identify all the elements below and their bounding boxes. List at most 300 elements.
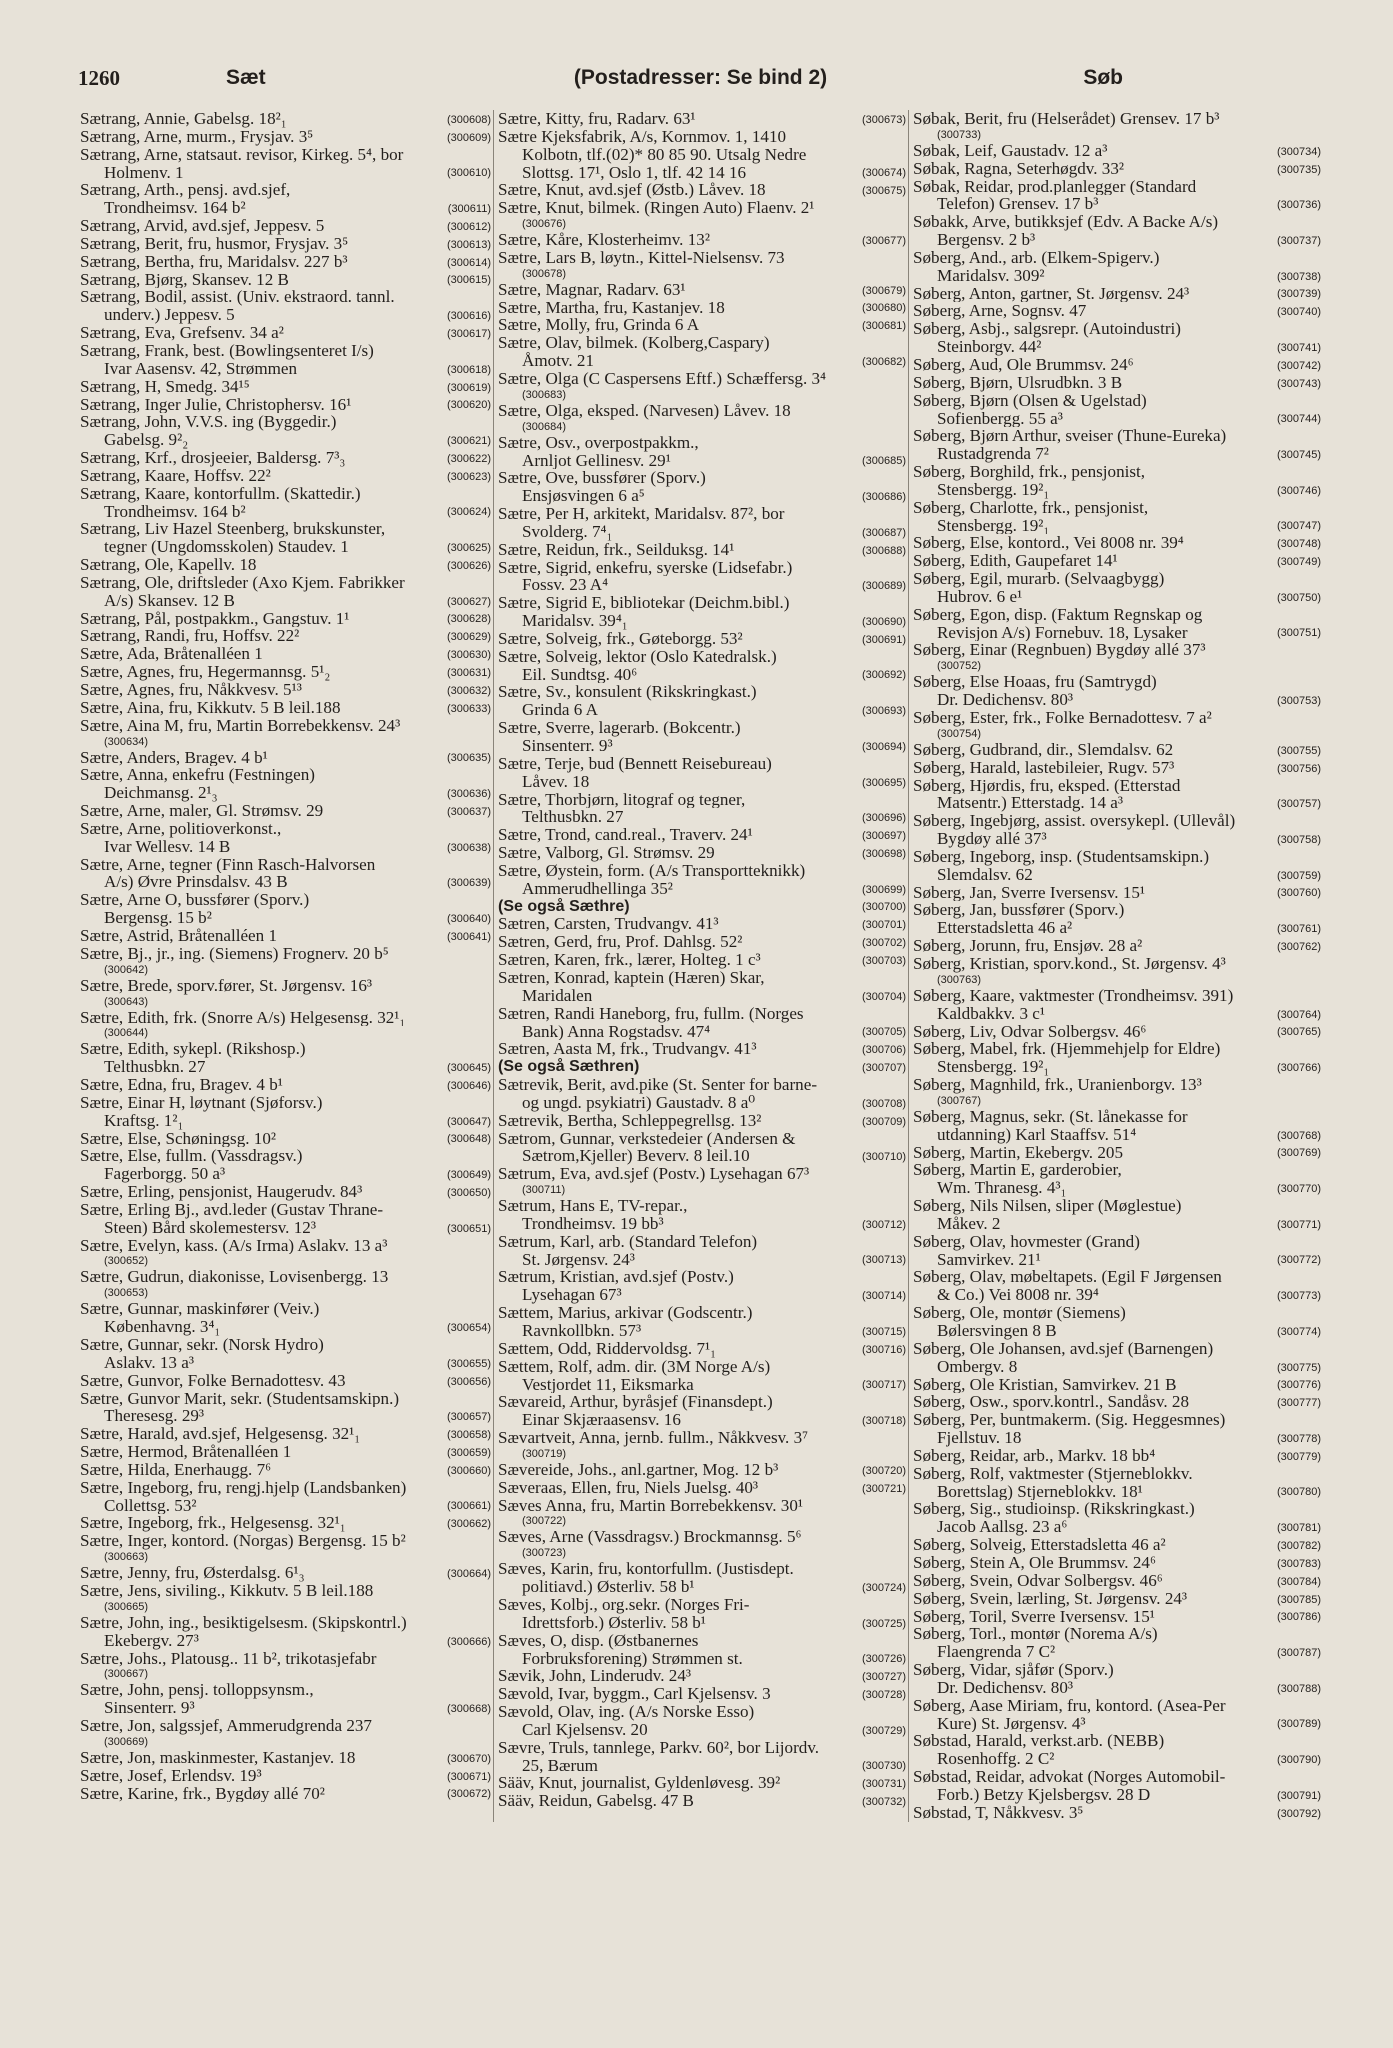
- entry-code: (300733): [937, 128, 982, 141]
- entry-line: Søbak, Reidar, prod.planlegger (Standard: [913, 177, 1197, 196]
- entry-code: (300662): [446, 1518, 491, 1531]
- entry-line: Søberg, Aud, Ole Brummsv. 24⁶: [913, 355, 1134, 374]
- directory-entry: [498, 898, 906, 916]
- entry-code: (300657): [446, 1411, 491, 1424]
- entry-line: Søberg, Ole Johansen, avd.sjef (Barnengen): [913, 1339, 1214, 1358]
- directory-entry: [913, 901, 1321, 937]
- directory-entry: [913, 1393, 1321, 1411]
- entry-code: (300731): [861, 1778, 906, 1791]
- entry-line: Sætre, Valborg, Gl. Strømsv. 29: [498, 844, 715, 862]
- entry-text: [80, 802, 491, 820]
- entry-line: utdanning) Karl Staaffsv. 51⁴: [937, 1125, 1137, 1144]
- entry-line: Trondheimsv. 164 b²: [104, 199, 246, 218]
- entry-code: (300763): [937, 973, 982, 986]
- entry-line: Åmotv. 21: [522, 352, 595, 370]
- entry-code: (300748): [1276, 538, 1321, 551]
- entry-text: [913, 213, 1321, 249]
- entry-text: [498, 1340, 906, 1358]
- entry-code: (300707): [861, 1062, 906, 1075]
- directory-entry: [913, 552, 1321, 570]
- entry-line: Ravnkollbkn. 57³: [522, 1322, 642, 1340]
- directory-entry: [913, 709, 1321, 741]
- directory-entry: [498, 1497, 906, 1529]
- directory-entry: [913, 1108, 1321, 1144]
- entry-line: Wm. Thranesg. 4³₁: [937, 1179, 1067, 1198]
- entry-code: (300645): [446, 1062, 491, 1075]
- entry-text: [498, 1393, 906, 1429]
- entry-line: Søberg, Arne, Sognsv. 47: [913, 302, 1087, 321]
- entry-line: Sætre, Knut, bilmek. (Ringen Auto) Flaenv. 2¹: [498, 199, 815, 218]
- entry-code: (300640): [446, 912, 491, 925]
- directory-entry: [913, 1304, 1321, 1340]
- entry-code: (300689): [861, 580, 906, 593]
- directory-entry: [80, 1614, 491, 1650]
- entry-text: [913, 1161, 1321, 1197]
- entry-text: [913, 759, 1321, 777]
- entry-line: Søberg, Mabel, frk. (Hjemmehjelp for Eldre): [913, 1040, 1221, 1059]
- entry-code: (300722): [522, 1515, 567, 1528]
- entry-line: Sætre, Thorbjørn, litograf og tegner,: [498, 790, 746, 809]
- entry-text: [498, 505, 906, 541]
- entry-text: [498, 1497, 906, 1515]
- entry-line: Sætrum, Karl, arb. (Standard Telefon): [498, 1232, 758, 1251]
- entry-line: Stensbergg. 19²₁: [937, 516, 1050, 535]
- entry-text: [498, 299, 906, 317]
- entry-line: Sævre, Truls, tannlege, Parkv. 60², bor Lijordv.: [498, 1738, 820, 1757]
- directory-entry: [80, 574, 491, 610]
- entry-text: [498, 1667, 906, 1685]
- entry-text: [498, 1560, 906, 1596]
- entry-code: (300705): [861, 1026, 906, 1039]
- entry-text: [80, 1443, 491, 1461]
- entry-code: (300774): [1276, 1325, 1321, 1338]
- entry-line: Sævereide, Johs., anl.gartner, Mog. 12 b³: [498, 1460, 779, 1479]
- entry-code: (300661): [446, 1500, 491, 1513]
- entry-line: Søberg, Martin, Ekebergv. 205: [913, 1143, 1123, 1162]
- entry-code: (300663): [104, 1551, 149, 1564]
- directory-entry: [498, 1667, 906, 1685]
- directory-entry: [498, 1040, 906, 1058]
- entry-text: [498, 844, 906, 862]
- entry-line: Sæveraas, Ellen, fru, Niels Juelsg. 40³: [498, 1478, 759, 1497]
- directory-entry: [498, 648, 906, 684]
- entry-code: (300651): [446, 1222, 491, 1235]
- entry-code: (300671): [446, 1770, 491, 1783]
- entry-text: [498, 541, 906, 559]
- entry-line: Sætre, Terje, bud (Bennett Reisebureau): [498, 754, 772, 773]
- entry-line: Søberg, Toril, Sverre Iversensv. 15¹: [913, 1607, 1155, 1626]
- directory-entry: [498, 951, 906, 969]
- directory-entry: [80, 1749, 491, 1767]
- directory-entry: [80, 717, 491, 749]
- entry-code: (300698): [861, 847, 906, 860]
- entry-code: (300768): [1276, 1129, 1321, 1142]
- directory-entry: [913, 1161, 1321, 1197]
- entry-text: [498, 231, 906, 249]
- entry-code: (300658): [446, 1429, 491, 1442]
- directory-entry: [498, 1528, 906, 1560]
- entry-text: [913, 499, 1321, 535]
- entry-line: Kolbotn, tlf.(02)* 80 85 90. Utsalg Nedre: [522, 145, 807, 164]
- entry-text: [80, 181, 491, 217]
- entry-code: (300638): [446, 841, 491, 854]
- directory-entry: [498, 299, 906, 317]
- entry-line: Sætre, Olga (C Caspersens Eftf.) Schæffersg. 3⁴: [498, 369, 826, 388]
- entry-text: [498, 281, 906, 299]
- entry-line: Vestjordet 11, Eiksmarka: [522, 1375, 694, 1394]
- entry-line: Sætre, Jon, salgssjef, Ammerudgrenda 237: [80, 1717, 372, 1735]
- directory-entry: [498, 1076, 906, 1112]
- entry-text: [913, 709, 1321, 727]
- header-postal-note: (Postadresser: Se bind 2): [573, 66, 828, 89]
- entry-line: Sætre, Ove, bussfører (Sporv.): [498, 469, 706, 488]
- directory-entry: [913, 1625, 1321, 1661]
- entry-code: (300656): [446, 1375, 491, 1388]
- entry-line: Sætrevik, Berit, avd.pike (St. Senter for barne-: [498, 1076, 818, 1094]
- entry-code: (300608): [446, 113, 491, 126]
- entry-text: [80, 110, 491, 128]
- column-1: [78, 110, 493, 1822]
- entry-code: (300634): [104, 735, 149, 748]
- entry-code: (300685): [861, 455, 906, 468]
- entry-code: (300764): [1276, 1008, 1321, 1021]
- entry-line: Arnljot Gellinesv. 29¹: [522, 451, 671, 470]
- entry-code: (300712): [861, 1218, 906, 1231]
- entry-code: (300674): [861, 167, 906, 180]
- directory-entry: [913, 1536, 1321, 1554]
- entry-text: [80, 1040, 491, 1076]
- entry-text: [80, 324, 491, 342]
- directory-entry: [498, 719, 906, 755]
- directory-entry: [80, 681, 491, 699]
- entry-text: [80, 1650, 491, 1668]
- entry-text: [80, 1461, 491, 1479]
- entry-text: [913, 1608, 1321, 1626]
- entry-text: [80, 766, 491, 802]
- entry-text: [913, 534, 1321, 552]
- entry-text: [498, 1792, 906, 1810]
- entry-code: (300755): [1276, 744, 1321, 757]
- entry-code: (300668): [446, 1703, 491, 1716]
- entry-line: Søberg, Ole Kristian, Samvirkev. 21 B: [913, 1375, 1177, 1394]
- entry-code: (300694): [861, 740, 906, 753]
- entry-line: Sætre, Solveig, lektor (Oslo Katedralsk.): [498, 647, 777, 666]
- entry-line: Forbruksforening) Strømmen st.: [522, 1649, 743, 1668]
- directory-entry: [498, 630, 906, 648]
- entry-line: Etterstadsletta 46 a²: [937, 919, 1073, 938]
- directory-entry: [913, 673, 1321, 709]
- directory-entry: [498, 110, 906, 128]
- entry-line: Sætrom, Gunnar, verkstedeier (Andersen &: [498, 1129, 796, 1148]
- entry-line: Sætre, Sverre, lagerarb. (Bokcentr.): [498, 719, 741, 737]
- directory-entry: [80, 1443, 491, 1461]
- entry-line: Maridalen: [522, 986, 593, 1005]
- entry-code: (300754): [937, 727, 982, 740]
- entry-line: Rustadgrenda 7²: [937, 445, 1049, 464]
- entry-line: Sætrang, Arvid, avd.sjef, Jeppesv. 5: [80, 217, 325, 235]
- directory-entry: [80, 627, 491, 645]
- entry-code: (300784): [1276, 1575, 1321, 1588]
- entry-code: (300728): [861, 1689, 906, 1702]
- directory-entry: [80, 1514, 491, 1532]
- entry-code: (300652): [104, 1255, 149, 1268]
- entry-code: (300744): [1276, 413, 1321, 426]
- entry-line: Sætre, Hilda, Enerhaugg. 7⁶: [80, 1460, 272, 1479]
- entry-code: (300700): [861, 901, 906, 914]
- entry-text: [913, 1268, 1321, 1304]
- entry-code: (300771): [1276, 1218, 1321, 1231]
- entry-code: (300692): [861, 669, 906, 682]
- directory-entry: [913, 285, 1321, 303]
- entry-line: Sætrang, Frank, best. (Bowlingsenteret I/s): [80, 341, 374, 360]
- directory-entry: [913, 1768, 1321, 1804]
- entry-text: [498, 1130, 906, 1166]
- entry-line: Idrettsforb.) Østerliv. 58 b¹: [522, 1613, 706, 1632]
- entry-line: Telthusbkn. 27: [522, 808, 624, 827]
- entry-line: Sætre, Arne, politioverkonst.,: [80, 819, 282, 838]
- entry-line: Sætre, Bj., jr., ing. (Siemens) Frognerv. 20 b⁵: [80, 944, 389, 963]
- directory-entry: [913, 249, 1321, 285]
- directory-entry: [80, 891, 491, 927]
- entry-line: Søberg, Charlotte, frk., pensjonist,: [913, 498, 1149, 517]
- directory-entry: [498, 402, 906, 434]
- entry-code: (300617): [446, 327, 491, 340]
- entry-line: Sætre, Harald, avd.sjef, Helgesensg. 32¹₁: [80, 1425, 361, 1444]
- entry-text: [913, 1393, 1321, 1411]
- entry-text: [80, 1767, 491, 1785]
- entry-text: [913, 1376, 1321, 1394]
- directory-entry: [80, 288, 491, 324]
- entry-line: Bølersvingen 8 B: [937, 1322, 1057, 1340]
- entry-line: Søberg, Osw., sporv.kontrl., Sandåsv. 28: [913, 1393, 1190, 1412]
- entry-code: (300753): [1276, 695, 1321, 707]
- entry-text: [913, 463, 1321, 499]
- entry-code: (300789): [1276, 1718, 1321, 1731]
- entry-code: (300741): [1276, 341, 1321, 354]
- directory-entry: [498, 316, 906, 334]
- entry-text: [498, 1596, 906, 1632]
- entry-text: [913, 1536, 1321, 1554]
- entry-text: [498, 1112, 906, 1130]
- entry-line: Sætrum, Eva, avd.sjef (Postv.) Lysehagan 67³: [498, 1165, 810, 1184]
- entry-code: (300660): [446, 1464, 491, 1477]
- entry-line: Søbstad, T, Nåkkvesv. 3⁵: [913, 1803, 1084, 1822]
- entry-line: Sætrang, H, Smedg. 34¹⁵: [80, 377, 250, 396]
- directory-entry: [498, 541, 906, 559]
- entry-text: [913, 1023, 1321, 1041]
- entry-text: [498, 648, 906, 684]
- directory-entry: [913, 1144, 1321, 1162]
- entry-text: [498, 791, 906, 827]
- entry-code: (300639): [446, 877, 491, 890]
- entry-line: Bank) Anna Rogstadsv. 47⁴: [522, 1022, 711, 1041]
- entry-line: Søberg, Magnus, sekr. (St. lånekasse for: [913, 1107, 1188, 1126]
- entry-text: [80, 717, 491, 735]
- entry-line: Ammerudhellinga 35²: [522, 879, 673, 898]
- entry-line: Sævold, Ivar, byggm., Carl Kjelsensv. 3: [498, 1685, 771, 1704]
- entry-code: (300788): [1276, 1682, 1321, 1695]
- entry-line: Eil. Sundtsg. 40⁶: [522, 665, 638, 684]
- directory-entry: [913, 160, 1321, 178]
- entry-text: [80, 413, 491, 449]
- directory-entry: [80, 663, 491, 681]
- entry-line: Sætre, Knut, avd.sjef (Østb.) Låvev. 18: [498, 181, 766, 200]
- entry-code: (300630): [446, 649, 491, 662]
- entry-text: [80, 1532, 491, 1550]
- entry-text: [498, 630, 906, 648]
- entry-line: Sætre, Agnes, fru, Hegermannsg. 5¹₂: [80, 663, 331, 681]
- entry-line: Lysehagan 67³: [522, 1286, 622, 1305]
- entry-text: [80, 1009, 491, 1027]
- entry-code: (300769): [1276, 1147, 1321, 1160]
- entry-line: Søberg, Egon, disp. (Faktum Regnskap og: [913, 605, 1203, 624]
- entry-text: [913, 777, 1321, 813]
- entry-line: Sætrang, Kaare, Hoffsv. 22²: [80, 466, 271, 485]
- entry-line: Sætre, John, pensj. tolloppsynsm.,: [80, 1681, 314, 1700]
- directory-entry: [498, 1304, 906, 1340]
- entry-line: Sætrang, Ole, Kapellv. 18: [80, 556, 257, 574]
- entry-line: Søbak, Berit, fru (Helserådet) Grensev. 17 b³: [913, 110, 1220, 128]
- entry-text: [80, 1300, 491, 1336]
- entry-code: (300691): [861, 633, 906, 646]
- entry-line: Sætre, Sigrid, enkefru, syerske (Lidsefabr.): [498, 558, 793, 577]
- entry-line: Bergensv. 2 b³: [937, 231, 1036, 249]
- entry-code: (300780): [1276, 1486, 1321, 1499]
- entry-text: [80, 1479, 491, 1515]
- directory-columns: [78, 110, 1323, 1822]
- entry-code: (300664): [446, 1567, 491, 1580]
- directory-entry: [498, 862, 906, 898]
- entry-line: Sævold, Olav, ing. (A/s Norske Esso): [498, 1703, 755, 1721]
- entry-code: (300690): [861, 615, 906, 628]
- entry-line: Sætre, Jon, maskinmester, Kastanjev. 18: [80, 1748, 356, 1767]
- entry-line: Sætre, Olav, bilmek. (Kolberg,Caspary): [498, 334, 770, 353]
- directory-entry: [498, 1112, 906, 1130]
- entry-line: Sætrang, Inger Julie, Christophersv. 16¹: [80, 395, 352, 414]
- entry-code: (300746): [1276, 484, 1321, 497]
- entry-text: [80, 1336, 491, 1372]
- directory-entry: [913, 1268, 1321, 1304]
- entry-line: Sævartveit, Anna, jernb. fullm., Nåkkvesv. 3⁷: [498, 1429, 809, 1447]
- entry-text: [80, 467, 491, 485]
- directory-entry: [80, 1461, 491, 1479]
- directory-entry: [913, 987, 1321, 1023]
- entry-code: (300761): [1276, 923, 1321, 936]
- entry-line: Søberg, Kristian, sporv.kond., St. Jørgensv. 4³: [913, 954, 1226, 973]
- entry-line: Sætre, Agnes, fru, Nåkkvesv. 5¹³: [80, 681, 302, 699]
- directory-entry: [498, 1739, 906, 1775]
- entry-line: Ekebergv. 27³: [104, 1631, 199, 1650]
- entry-text: [80, 681, 491, 699]
- directory-entry: [913, 759, 1321, 777]
- entry-line: Søberg, Ester, frk., Folke Bernadottesv. 7 a²: [913, 709, 1212, 727]
- entry-text: [498, 1528, 906, 1546]
- entry-line: Sætren, Karen, frk., lærer, Holteg. 1 c³: [498, 951, 761, 969]
- entry-line: Sætrang, Kaare, kontorfullm. (Skattedir.): [80, 484, 361, 503]
- entry-text: [80, 663, 491, 681]
- entry-line: Sæves, Karin, fru, kontorfullm. (Justisdept.: [498, 1560, 794, 1579]
- directory-entry: [498, 128, 906, 182]
- entry-code: (300752): [937, 660, 982, 673]
- entry-text: [498, 1058, 906, 1076]
- entry-line: Ivar Aasensv. 42, Strømmen: [104, 359, 298, 378]
- entry-text: [498, 1040, 906, 1058]
- entry-line: Telthusbkn. 27: [104, 1058, 206, 1077]
- entry-line: Grinda 6 A: [522, 701, 598, 720]
- entry-code: (300727): [861, 1671, 906, 1684]
- entry-line: Sætre, Arne, maler, Gl. Strømsv. 29: [80, 802, 324, 820]
- entry-text: [913, 1732, 1321, 1768]
- entry-code: (300703): [861, 954, 906, 967]
- entry-code: (300695): [861, 776, 906, 789]
- entry-line: Sætre, Per H, arkitekt, Maridalsv. 87², bor: [498, 505, 785, 523]
- entry-line: Fjellstuv. 18: [937, 1429, 1022, 1447]
- column-3: [908, 110, 1323, 1822]
- entry-text: [80, 574, 491, 610]
- entry-line: Sætre, Karine, frk., Bygdøy allé 70²: [80, 1784, 325, 1803]
- entry-code: (300740): [1276, 306, 1321, 319]
- entry-line: St. Jørgensv. 24³: [522, 1250, 635, 1269]
- directory-entry: [498, 1632, 906, 1668]
- entry-text: [80, 645, 491, 663]
- entry-line: Sinsenterr. 9³: [522, 737, 613, 755]
- entry-text: [80, 856, 491, 892]
- entry-code: (300732): [861, 1796, 906, 1809]
- entry-code: (300697): [861, 830, 906, 843]
- entry-text: [498, 898, 906, 916]
- entry-code: (300756): [1276, 762, 1321, 775]
- directory-entry: [498, 181, 906, 199]
- entry-code: (300782): [1276, 1539, 1321, 1552]
- entry-line: Søberg, Gudbrand, dir., Slemdalsv. 62: [913, 740, 1174, 759]
- entry-line: Søberg, And., arb. (Elkem-Spigerv.): [913, 248, 1160, 267]
- directory-entry: [80, 1009, 491, 1041]
- entry-code: (300623): [446, 470, 491, 483]
- directory-entry: [913, 1500, 1321, 1536]
- entry-text: [913, 160, 1321, 178]
- entry-line: tegner (Ungdomsskolen) Staudev. 1: [104, 538, 349, 557]
- directory-entry: [498, 1058, 906, 1076]
- entry-code: (300787): [1276, 1647, 1321, 1660]
- entry-line: Søberg, Egil, murarb. (Selvaagbygg): [913, 570, 1165, 588]
- entry-text: [80, 253, 491, 271]
- entry-text: [80, 1147, 491, 1183]
- entry-code: (300619): [446, 381, 491, 394]
- directory-entry: [913, 848, 1321, 884]
- directory-entry: [913, 641, 1321, 673]
- entry-text: [913, 1411, 1321, 1447]
- entry-text: [913, 812, 1321, 848]
- directory-entry: [913, 1554, 1321, 1572]
- entry-text: [498, 1165, 906, 1183]
- directory-entry: [80, 1130, 491, 1148]
- entry-line: Sætre, Brede, sporv.fører, St. Jørgensv. 16³: [80, 976, 372, 995]
- entry-line: Søberg, Harald, lastebileier, Rugv. 57³: [913, 758, 1175, 777]
- directory-entry: [80, 1564, 491, 1582]
- entry-text: [80, 378, 491, 396]
- entry-line: Steen) Bård skolemestersv. 12³: [104, 1218, 316, 1237]
- entry-code: (300772): [1276, 1254, 1321, 1267]
- entry-text: [498, 719, 906, 755]
- entry-line: Sætren, Carsten, Trudvangv. 41³: [498, 915, 719, 934]
- entry-line: Sætrang, Randi, fru, Hoffsv. 22²: [80, 627, 300, 646]
- entry-text: [498, 469, 906, 505]
- entry-code: (300666): [446, 1635, 491, 1648]
- entry-code: (300713): [861, 1254, 906, 1267]
- entry-line: Sætre, Magnar, Radarv. 63¹: [498, 280, 686, 299]
- entry-code: (300723): [522, 1547, 567, 1560]
- entry-text: [498, 969, 906, 1005]
